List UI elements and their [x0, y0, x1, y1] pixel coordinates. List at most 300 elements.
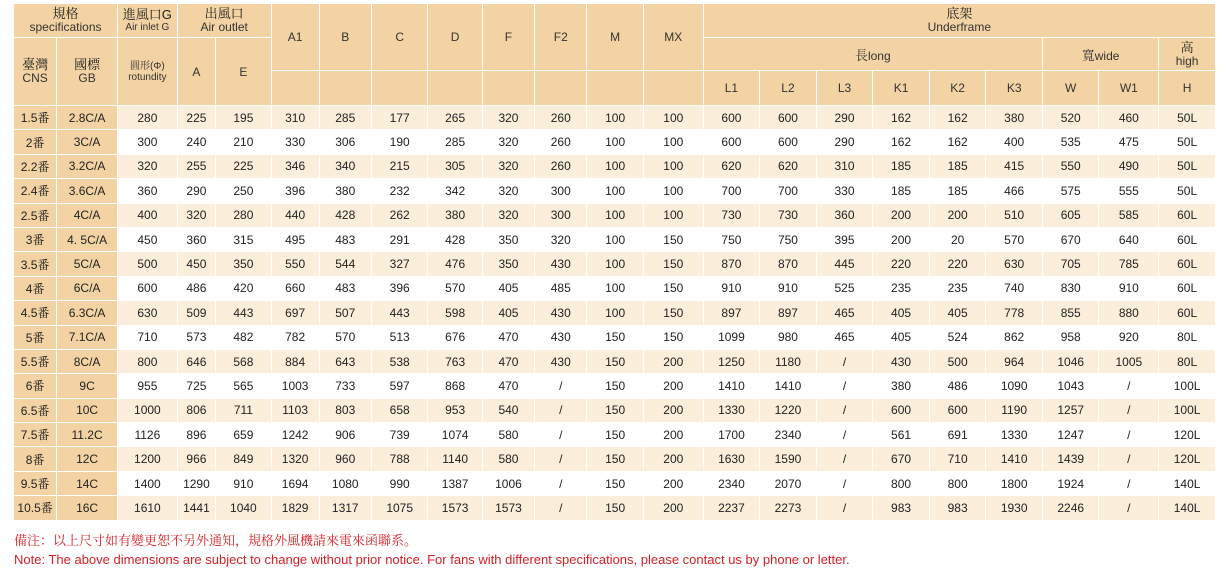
table-cell: 5.5番 — [14, 349, 57, 373]
table-cell: 670 — [873, 447, 930, 471]
table-cell: 200 — [643, 423, 703, 447]
table-cell: 150 — [643, 252, 703, 276]
table-cell: 305 — [428, 154, 482, 178]
table-cell: 330 — [816, 179, 873, 203]
table-cell: 150 — [587, 447, 644, 471]
table-cell: 3.2C/A — [57, 154, 118, 178]
table-cell: 320 — [482, 179, 534, 203]
table-cell: 980 — [760, 325, 817, 349]
table-cell: 660 — [271, 276, 319, 300]
table-cell: 476 — [428, 252, 482, 276]
table-cell: / — [816, 471, 873, 495]
table-cell: 420 — [216, 276, 271, 300]
table-cell: 6.3C/A — [57, 301, 118, 325]
table-cell: 4番 — [14, 276, 57, 300]
table-cell: 1700 — [703, 423, 760, 447]
table-cell: 220 — [873, 252, 930, 276]
table-cell: 862 — [986, 325, 1043, 349]
table-cell: 430 — [535, 252, 587, 276]
table-row — [14, 349, 1216, 373]
table-cell: 346 — [271, 154, 319, 178]
header-col-blank — [371, 71, 428, 106]
table-cell: 733 — [319, 374, 371, 398]
table-cell: 50L — [1159, 179, 1216, 203]
table-cell: / — [535, 496, 587, 520]
table-cell: 215 — [371, 154, 428, 178]
table-cell: 120L — [1159, 447, 1216, 471]
table-cell: 380 — [428, 203, 482, 227]
table-cell: 740 — [986, 276, 1043, 300]
table-row — [14, 130, 1216, 154]
table-cell: 140L — [1159, 496, 1216, 520]
table-cell: 2番 — [14, 130, 57, 154]
table-cell: 495 — [271, 227, 319, 251]
table-cell: 710 — [929, 447, 986, 471]
table-cell: 430 — [535, 301, 587, 325]
table-cell: / — [535, 374, 587, 398]
table-cell: 600 — [118, 276, 178, 300]
table-cell: 9C — [57, 374, 118, 398]
table-cell: 100 — [643, 130, 703, 154]
header-col-blank — [643, 71, 703, 106]
table-cell: 1250 — [703, 349, 760, 373]
table-cell: 730 — [703, 203, 760, 227]
table-cell: 710 — [118, 325, 178, 349]
table-cell: 1410 — [986, 447, 1043, 471]
table-cell: 1829 — [271, 496, 319, 520]
table-cell: 320 — [482, 154, 534, 178]
table-cell: 1140 — [428, 447, 482, 471]
table-cell: 380 — [873, 374, 930, 398]
table-cell: 162 — [873, 106, 930, 130]
table-cell: 405 — [873, 325, 930, 349]
table-cell: 806 — [177, 398, 215, 422]
table-cell: / — [535, 423, 587, 447]
header-col-m: M — [587, 4, 644, 71]
table-cell: 1.5番 — [14, 106, 57, 130]
table-cell: 290 — [816, 106, 873, 130]
table-cell: / — [816, 398, 873, 422]
table-cell: 676 — [428, 325, 482, 349]
table-cell: 585 — [1099, 203, 1159, 227]
table-cell: 443 — [371, 301, 428, 325]
table-cell: 162 — [929, 130, 986, 154]
table-cell: 185 — [873, 179, 930, 203]
table-cell: 2273 — [760, 496, 817, 520]
table-cell: 620 — [760, 154, 817, 178]
table-cell: 430 — [873, 349, 930, 373]
header-col-b: B — [319, 4, 371, 71]
table-cell: 509 — [177, 301, 215, 325]
table-cell: 803 — [319, 398, 371, 422]
table-cell: 1694 — [271, 471, 319, 495]
table-cell: 60L — [1159, 276, 1216, 300]
table-cell: 5C/A — [57, 252, 118, 276]
table-cell: 190 — [371, 130, 428, 154]
table-cell: 195 — [216, 106, 271, 130]
header-col-blank — [319, 71, 371, 106]
table-cell: 100 — [643, 179, 703, 203]
table-cell: 100 — [587, 252, 644, 276]
table-cell: 14C — [57, 471, 118, 495]
table-cell: 320 — [535, 227, 587, 251]
table-cell: 483 — [319, 227, 371, 251]
table-cell: 10.5番 — [14, 496, 57, 520]
table-cell: 1441 — [177, 496, 215, 520]
table-cell: 620 — [703, 154, 760, 178]
header-col-k2: K2 — [929, 71, 986, 106]
table-cell: 750 — [760, 227, 817, 251]
header-air-outlet: 出風口 Air outlet — [177, 4, 271, 38]
table-cell: 646 — [177, 349, 215, 373]
table-cell: 750 — [703, 227, 760, 251]
table-cell: 395 — [816, 227, 873, 251]
table-cell: 1040 — [216, 496, 271, 520]
table-cell: 830 — [1042, 276, 1099, 300]
table-cell: 350 — [482, 227, 534, 251]
table-cell: 185 — [929, 154, 986, 178]
table-cell: 870 — [760, 252, 817, 276]
table-cell: 955 — [118, 374, 178, 398]
header-air-inlet: 進風口G Air inlet G — [118, 4, 178, 38]
table-cell: 327 — [371, 252, 428, 276]
table-cell: 405 — [929, 301, 986, 325]
table-cell: 1180 — [760, 349, 817, 373]
table-cell: / — [816, 374, 873, 398]
table-cell: 360 — [816, 203, 873, 227]
table-cell: 3.6C/A — [57, 179, 118, 203]
note-chinese: 備注：以上尺寸如有變更恕不另外通知，規格外風機請來電來函聯系。 — [14, 533, 418, 548]
table-cell: 100 — [643, 203, 703, 227]
table-cell: 983 — [929, 496, 986, 520]
table-cell: 400 — [986, 130, 1043, 154]
header-wide: 寬wide — [1042, 38, 1158, 71]
header-gb: 國標 GB — [57, 38, 118, 106]
table-cell: 1074 — [428, 423, 482, 447]
header-col-l3: L3 — [816, 71, 873, 106]
table-cell: 785 — [1099, 252, 1159, 276]
table-cell: 1257 — [1042, 398, 1099, 422]
table-cell: 565 — [216, 374, 271, 398]
table-cell: 659 — [216, 423, 271, 447]
table-cell: 513 — [371, 325, 428, 349]
table-cell: 380 — [319, 179, 371, 203]
table-cell: 10C — [57, 398, 118, 422]
table-cell: 485 — [535, 276, 587, 300]
table-cell: 465 — [816, 301, 873, 325]
table-cell: 162 — [873, 130, 930, 154]
table-cell: 2340 — [703, 471, 760, 495]
table-row — [14, 398, 1216, 422]
table-cell: 262 — [371, 203, 428, 227]
table-cell: 50L — [1159, 154, 1216, 178]
table-cell: 120L — [1159, 423, 1216, 447]
table-cell: 2.5番 — [14, 203, 57, 227]
table-cell: 1573 — [428, 496, 482, 520]
table-cell: 200 — [873, 227, 930, 251]
table-cell: 430 — [535, 349, 587, 373]
table-cell: 350 — [482, 252, 534, 276]
table-cell: 800 — [929, 471, 986, 495]
table-cell: 1006 — [482, 471, 534, 495]
table-cell: 150 — [587, 325, 644, 349]
table-cell: 225 — [216, 154, 271, 178]
table-cell: 150 — [587, 496, 644, 520]
header-col-blank — [271, 71, 319, 106]
table-cell: 470 — [482, 349, 534, 373]
table-cell: 280 — [216, 203, 271, 227]
table-cell: 340 — [319, 154, 371, 178]
table-cell: 561 — [873, 423, 930, 447]
table-cell: 290 — [177, 179, 215, 203]
table-cell: 235 — [873, 276, 930, 300]
spec-sheet — [14, 4, 1216, 521]
table-cell: 2070 — [760, 471, 817, 495]
table-cell: 1387 — [428, 471, 482, 495]
table-cell: / — [1099, 374, 1159, 398]
table-cell: 210 — [216, 130, 271, 154]
table-cell: 470 — [482, 374, 534, 398]
table-cell: 1003 — [271, 374, 319, 398]
table-cell: 2.8C/A — [57, 106, 118, 130]
table-cell: 1126 — [118, 423, 178, 447]
table-cell: 525 — [816, 276, 873, 300]
table-cell: 185 — [873, 154, 930, 178]
table-cell: 1590 — [760, 447, 817, 471]
table-cell: 538 — [371, 349, 428, 373]
table-cell: 415 — [986, 154, 1043, 178]
table-header — [14, 4, 1216, 106]
table-cell: 670 — [1042, 227, 1099, 251]
table-cell: 200 — [643, 496, 703, 520]
table-cell: 520 — [1042, 106, 1099, 130]
table-cell: 700 — [703, 179, 760, 203]
table-cell: 150 — [587, 398, 644, 422]
table-cell: 849 — [216, 447, 271, 471]
table-cell: 100 — [587, 179, 644, 203]
table-cell: 80L — [1159, 349, 1216, 373]
table-cell: 285 — [428, 130, 482, 154]
table-cell: 1075 — [371, 496, 428, 520]
table-cell: 1043 — [1042, 374, 1099, 398]
table-cell: 350 — [216, 252, 271, 276]
header-col-a1: A1 — [271, 4, 319, 71]
table-cell: 11.2C — [57, 423, 118, 447]
table-cell: 2.2番 — [14, 154, 57, 178]
table-cell: 691 — [929, 423, 986, 447]
table-row — [14, 423, 1216, 447]
table-cell: 7.1C/A — [57, 325, 118, 349]
table-cell: 555 — [1099, 179, 1159, 203]
table-row — [14, 374, 1216, 398]
table-cell: 150 — [643, 227, 703, 251]
table-cell: 535 — [1042, 130, 1099, 154]
table-cell: 4C/A — [57, 203, 118, 227]
header-col-blank — [482, 71, 534, 106]
table-cell: 486 — [177, 276, 215, 300]
table-cell: 460 — [1099, 106, 1159, 130]
table-cell: 1573 — [482, 496, 534, 520]
table-cell: 575 — [1042, 179, 1099, 203]
table-cell: 260 — [535, 106, 587, 130]
table-body — [14, 106, 1216, 521]
header-col-blank — [587, 71, 644, 106]
specification-table — [14, 4, 1216, 521]
table-cell: 1247 — [1042, 423, 1099, 447]
table-row — [14, 301, 1216, 325]
table-cell: 400 — [118, 203, 178, 227]
table-cell: 100 — [587, 154, 644, 178]
table-cell: 573 — [177, 325, 215, 349]
table-cell: 855 — [1042, 301, 1099, 325]
table-cell: 80L — [1159, 325, 1216, 349]
table-cell: 320 — [482, 106, 534, 130]
table-cell: 906 — [319, 423, 371, 447]
table-cell: 1930 — [986, 496, 1043, 520]
table-cell: 896 — [177, 423, 215, 447]
table-cell: / — [1099, 447, 1159, 471]
table-cell: 3C/A — [57, 130, 118, 154]
table-cell: 20 — [929, 227, 986, 251]
table-cell: 910 — [760, 276, 817, 300]
table-row — [14, 227, 1216, 251]
table-cell: 600 — [703, 106, 760, 130]
table-cell: / — [1099, 423, 1159, 447]
table-cell: / — [1099, 398, 1159, 422]
table-cell: 200 — [643, 349, 703, 373]
table-cell: 4.5番 — [14, 301, 57, 325]
table-cell: 600 — [760, 106, 817, 130]
table-cell: 306 — [319, 130, 371, 154]
table-cell: 483 — [319, 276, 371, 300]
header-col-e: E — [216, 38, 271, 106]
header-col-a: A — [177, 38, 215, 106]
table-cell: / — [816, 349, 873, 373]
table-cell: 524 — [929, 325, 986, 349]
table-cell: 240 — [177, 130, 215, 154]
table-cell: 697 — [271, 301, 319, 325]
table-cell: 788 — [371, 447, 428, 471]
table-cell: 428 — [319, 203, 371, 227]
table-cell: 884 — [271, 349, 319, 373]
table-row — [14, 471, 1216, 495]
table-cell: 280 — [118, 106, 178, 130]
table-cell: 870 — [703, 252, 760, 276]
table-cell: 8C/A — [57, 349, 118, 373]
table-cell: 897 — [703, 301, 760, 325]
table-cell: 150 — [587, 471, 644, 495]
table-row — [14, 154, 1216, 178]
table-cell: 255 — [177, 154, 215, 178]
table-cell: 150 — [587, 423, 644, 447]
header-rotundity: 圓形(Φ) rotundity — [118, 38, 178, 106]
table-cell: 643 — [319, 349, 371, 373]
table-cell: 50L — [1159, 106, 1216, 130]
table-cell: 1320 — [271, 447, 319, 471]
table-cell: 250 — [216, 179, 271, 203]
header-col-f: F — [482, 4, 534, 71]
table-cell: 396 — [271, 179, 319, 203]
table-cell: 150 — [643, 325, 703, 349]
table-cell: 507 — [319, 301, 371, 325]
table-cell: 450 — [118, 227, 178, 251]
table-cell: 225 — [177, 106, 215, 130]
table-cell: 705 — [1042, 252, 1099, 276]
table-cell: 1090 — [986, 374, 1043, 398]
table-cell: 658 — [371, 398, 428, 422]
table-cell: 285 — [319, 106, 371, 130]
table-cell: 711 — [216, 398, 271, 422]
table-cell: 800 — [118, 349, 178, 373]
table-cell: 445 — [816, 252, 873, 276]
table-cell: 320 — [482, 203, 534, 227]
table-cell: 405 — [482, 276, 534, 300]
table-cell: 6.5番 — [14, 398, 57, 422]
header-underframe: 底架 Underframe — [703, 4, 1215, 38]
table-cell: 405 — [482, 301, 534, 325]
table-cell: 300 — [118, 130, 178, 154]
table-cell: 60L — [1159, 203, 1216, 227]
table-cell: 910 — [1099, 276, 1159, 300]
table-cell: 2.4番 — [14, 179, 57, 203]
table-cell: 60L — [1159, 227, 1216, 251]
table-cell: 953 — [428, 398, 482, 422]
table-cell: 2246 — [1042, 496, 1099, 520]
table-cell: 550 — [271, 252, 319, 276]
table-cell: 100L — [1159, 374, 1216, 398]
table-cell: 1630 — [703, 447, 760, 471]
table-row — [14, 203, 1216, 227]
table-cell: 342 — [428, 179, 482, 203]
table-cell: 396 — [371, 276, 428, 300]
table-cell: 630 — [118, 301, 178, 325]
table-cell: 630 — [986, 252, 1043, 276]
table-cell: 4. 5C/A — [57, 227, 118, 251]
table-cell: / — [1099, 496, 1159, 520]
table-cell: 725 — [177, 374, 215, 398]
table-cell: 330 — [271, 130, 319, 154]
table-cell: 380 — [986, 106, 1043, 130]
table-cell: 220 — [929, 252, 986, 276]
table-cell: 600 — [703, 130, 760, 154]
table-cell: 50L — [1159, 130, 1216, 154]
table-cell: 1290 — [177, 471, 215, 495]
table-cell: 60L — [1159, 301, 1216, 325]
table-cell: 6番 — [14, 374, 57, 398]
header-col-h: H — [1159, 71, 1216, 106]
table-cell: 1103 — [271, 398, 319, 422]
table-cell: 320 — [482, 130, 534, 154]
note-english: Note: The above dimensions are subject to change without prior notice. For fans with different specifications, please contact us by phone or letter. — [14, 552, 850, 567]
header-col-f2: F2 — [535, 4, 587, 71]
table-cell: 310 — [816, 154, 873, 178]
table-cell: 1190 — [986, 398, 1043, 422]
table-cell: 500 — [929, 349, 986, 373]
table-cell: 570 — [986, 227, 1043, 251]
header-col-k1: K1 — [873, 71, 930, 106]
table-cell: 739 — [371, 423, 428, 447]
table-cell: 540 — [482, 398, 534, 422]
table-cell: 150 — [587, 374, 644, 398]
table-cell: 1330 — [703, 398, 760, 422]
table-cell: 162 — [929, 106, 986, 130]
header-col-blank — [535, 71, 587, 106]
header-col-l1: L1 — [703, 71, 760, 106]
table-cell: 290 — [816, 130, 873, 154]
header-specifications: 規格 specifications — [14, 4, 118, 38]
table-row — [14, 179, 1216, 203]
table-cell: 897 — [760, 301, 817, 325]
